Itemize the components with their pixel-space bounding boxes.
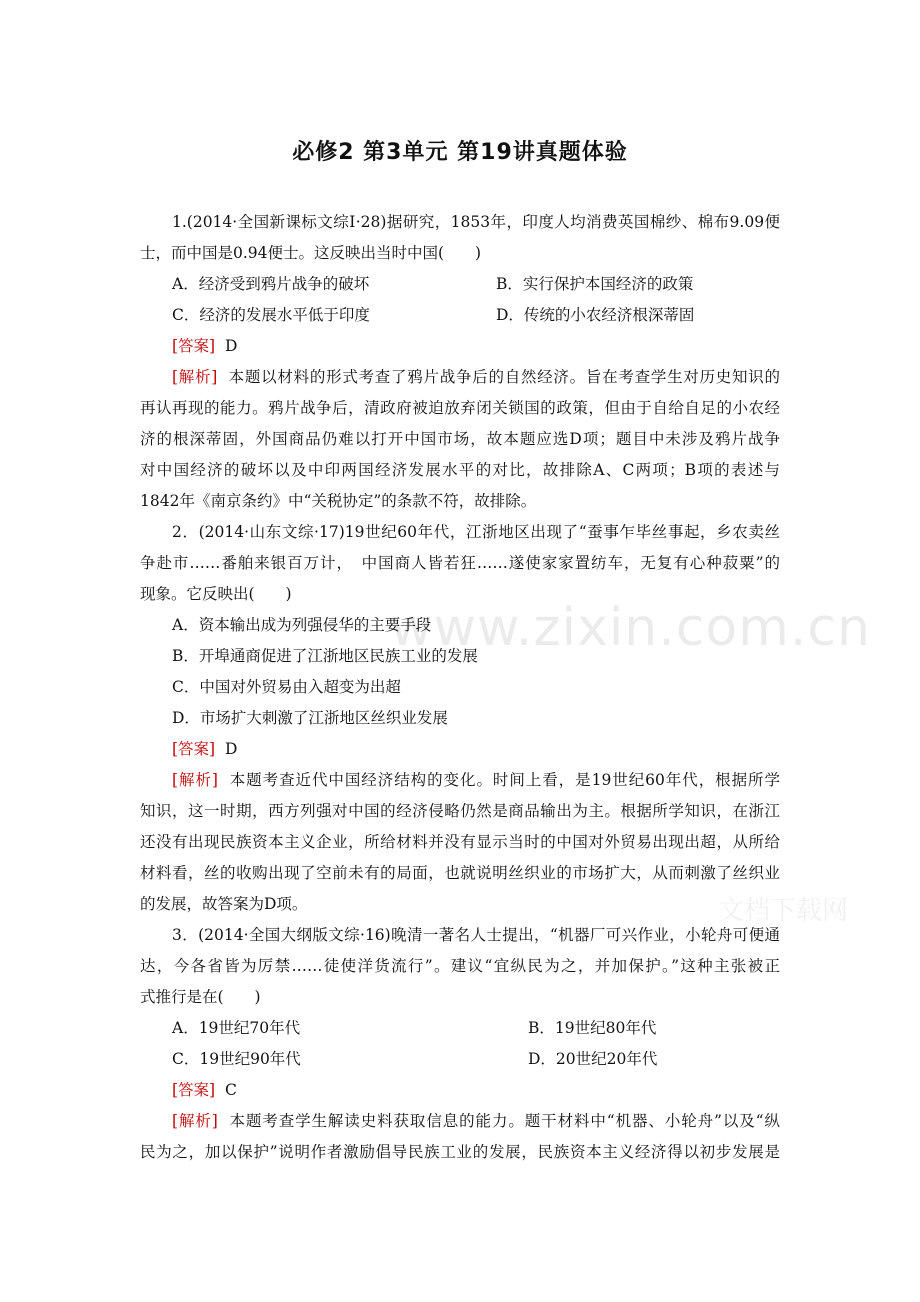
q1-answer-tag: [答案] xyxy=(172,337,216,355)
q1-answer-value: D xyxy=(224,337,238,355)
q1-stem-line-1: 1.(2014·全国新课标文综Ⅰ·28)据研究，1853年，印度人均消费英国棉纱、棉布9.09便 xyxy=(172,213,780,231)
q1-stem-line-2: 士，而中国是0.94便士。这反映出当时中国( ) xyxy=(140,244,482,262)
q2-answer-value: D xyxy=(224,740,238,758)
q3-option-c: C．19世纪90年代 xyxy=(172,1050,301,1068)
q3-stem-line-1: 3．(2014·全国大纲版文综·16)晚清一著名人士提出，“机器厂可兴作业，小轮舟可便通 xyxy=(172,926,780,944)
q2-analysis-line-2: 知识，这一时期，西方列强对中国的经济侵略仍然是商品输出为主。根据所学知识，在浙江 xyxy=(140,802,780,820)
q1-option-b: B．实行保护本国经济的政策 xyxy=(496,275,694,293)
q1-analysis-text-1: 本题以材料的形式考查了鸦片战争后的自然经济。旨在考查学生对历史知识的 xyxy=(228,368,780,386)
q2-answer-tag: [答案] xyxy=(172,740,216,758)
q3-analysis-line-1 xyxy=(140,1106,780,1137)
q1-option-c: C．经济的发展水平低于印度 xyxy=(172,306,370,324)
document-body xyxy=(140,207,780,1168)
q2-analysis-line-5: 的发展，故答案为D项。 xyxy=(140,895,308,913)
q2-option-d: D．市场扩大刺激了江浙地区丝织业发展 xyxy=(172,709,448,727)
q3-stem-line-2: 达，今各省皆为厉禁……徒使洋货流行”。建议“宜纵民为之，并加保护。”这种主张被正 xyxy=(140,957,780,975)
q1-analysis-line-2: 再认再现的能力。鸦片战争后，清政府被迫放弃闭关锁国的政策，但由于自给自足的小农经 xyxy=(140,399,780,417)
q3-answer-value: C xyxy=(224,1081,237,1099)
q1-analysis-tag: [解析] xyxy=(172,368,218,386)
q1-analysis-line-5: 1842年《南京条约》中“关税协定”的条款不符，故排除。 xyxy=(140,492,537,510)
q1-options-row-1 xyxy=(140,269,780,300)
q1-analysis-line-3: 济的根深蒂固，外国商品仍难以打开中国市场，故本题应选D项；题目中未涉及鸦片战争 xyxy=(140,430,780,448)
q2-analysis-line-1 xyxy=(140,765,780,796)
q2-option-b: B．开埠通商促进了江浙地区民族工业的发展 xyxy=(172,647,478,665)
q3-answer-tag: [答案] xyxy=(172,1081,216,1099)
q3-option-d: D．20世纪20年代 xyxy=(528,1050,658,1068)
q2-option-c: C．中国对外贸易由入超变为出超 xyxy=(172,678,401,696)
q1-option-a: A．经济受到鸦片战争的破坏 xyxy=(172,275,370,293)
q3-analysis-text-1: 本题考查学生解读史料获取信息的能力。题干材料中“机器、小轮舟”以及“纵 xyxy=(229,1112,780,1130)
watermark: www.zixin.com.cn xyxy=(390,598,871,658)
q3-options-row-1 xyxy=(140,1013,780,1044)
q3-answer xyxy=(140,1075,780,1106)
q1-option-d: D．传统的小农经济根深蒂固 xyxy=(496,306,695,324)
q2-analysis-line-3: 还没有出现民族资本主义企业，所给材料并没有显示当时的中国对外贸易出现出超，从所给 xyxy=(140,833,780,851)
q2-stem-line-3: 现象。它反映出( ) xyxy=(140,585,292,603)
q3-options-row-2 xyxy=(140,1044,780,1075)
q2-option-a: A．资本输出成为列强侵华的主要手段 xyxy=(172,616,432,634)
q3-stem-line-3: 式推行是在( ) xyxy=(140,988,261,1006)
q1-analysis-line-1 xyxy=(140,362,780,393)
q2-answer xyxy=(140,734,780,765)
q2-analysis-text-1: 本题考查近代中国经济结构的变化。时间上看，是19世纪60年代，根据所学 xyxy=(229,771,780,789)
q3-analysis-line-2: 民为之，加以保护”说明作者激励倡导民族工业的发展，民族资本主义经济得以初步发展是 xyxy=(140,1143,780,1161)
q2-analysis-tag: [解析] xyxy=(172,771,218,789)
page-title: 必修2 第3单元 第19讲真题体验 xyxy=(292,140,628,165)
q1-analysis-line-4: 对中国经济的破坏以及中印两国经济发展水平的对比，故排除A、C两项；B项的表述与 xyxy=(140,461,780,479)
watermark-secondary: 文档下载网 xyxy=(718,896,849,926)
q2-analysis-line-4: 材料看，丝的收购出现了空前未有的局面，也就说明丝织业的市场扩大，从而刺激了丝织业 xyxy=(140,864,780,882)
q1-answer xyxy=(140,331,780,362)
q2-stem-line-1: 2．(2014·山东文综·17)19世纪60年代，江浙地区出现了“蚕事乍毕丝事起，乡农卖丝 xyxy=(172,523,780,541)
q3-option-b: B．19世纪80年代 xyxy=(528,1019,657,1037)
q3-option-a: A．19世纪70年代 xyxy=(172,1019,301,1037)
q3-analysis-tag: [解析] xyxy=(172,1112,218,1130)
q2-stem-line-2: 争赴市……番舶来银百万计， 中国商人皆若狂……遂使家家置纺车，无复有心种菽粟”的 xyxy=(140,554,780,572)
q1-options-row-2 xyxy=(140,300,780,331)
